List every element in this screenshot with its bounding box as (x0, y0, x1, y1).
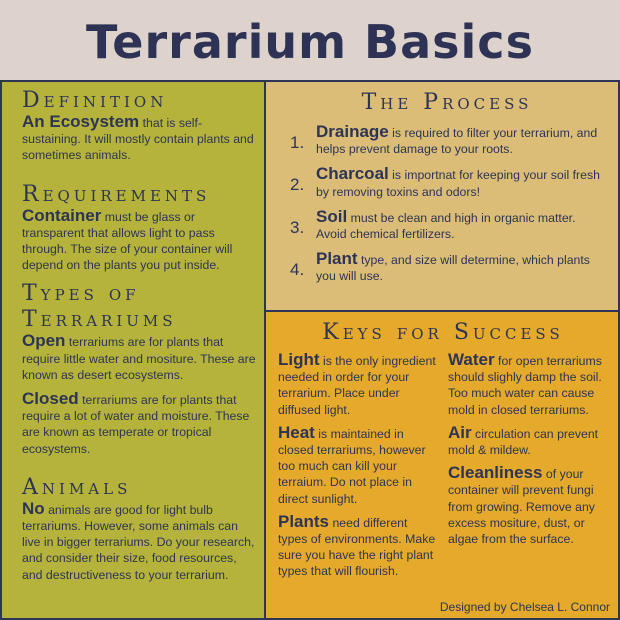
definition-body: that is self-sustaining. It will mostly contain plants and sometimes animals. (22, 116, 254, 163)
key-item (448, 352, 608, 418)
types-body: terrariums are for plants that require little water and mositure. These are known as desert ecosystems. (22, 335, 256, 382)
key-body: circulation can prevent mold & mildew. (448, 426, 599, 458)
key-term: Cleanliness (448, 463, 543, 483)
types-body: terrariums are for plants that require a lot of water and moisture. These are known as temperate or tropical ecosystems. (22, 393, 250, 456)
designer-credit: Designed by Chelsea L. Connor (439, 600, 610, 614)
step-term: Plant (316, 249, 358, 269)
process-step (290, 206, 604, 242)
left-panel (0, 80, 266, 620)
process-step (290, 251, 604, 284)
types-term: Open (22, 331, 66, 351)
key-item (278, 511, 438, 580)
types-item-open (22, 333, 256, 383)
animals-body: animals are good for light bulb terrariums. However, some animals can live in bigger terrariums. Do your research, and consider their size, food resources, and destructiveness to your terrarium. (22, 502, 255, 582)
definition-text (22, 114, 256, 164)
requirements-body: must be glass or transparent that allows light to pass through. The size of your container will depend on the plants you put inside. (22, 209, 233, 273)
keys-heading: Keys for Success (322, 320, 564, 345)
types-term: Closed (22, 389, 79, 409)
step-term: Drainage (316, 122, 389, 141)
definition-term: An Ecosystem (22, 112, 140, 131)
key-term: Heat (278, 422, 315, 442)
step-body: is required to filter your terrarium, and helps prevent damage to your roots. (316, 126, 598, 157)
definition-heading: Definition (22, 88, 168, 113)
key-item (448, 422, 608, 458)
step-number: 4. (290, 260, 305, 280)
step-number: 1. (290, 133, 305, 152)
animals-text (22, 498, 256, 583)
step-body: must be clean and high in organic matter. Avoid chemical fertilizers. (316, 210, 576, 242)
key-item (278, 422, 438, 507)
key-body: for open terrariums should slighly damp the soil. Too much water can cause mold in closed terrariums. (448, 354, 602, 417)
process-heading: The Process (361, 90, 533, 115)
poster-title: Terrarium Basics (0, 0, 620, 82)
animals-heading: Animals (22, 474, 132, 500)
process-panel (264, 80, 620, 312)
requirements-text (22, 205, 256, 274)
keys-right-column (448, 352, 608, 587)
key-item (278, 352, 438, 418)
keys-left-column (278, 352, 438, 587)
key-body: of your container will prevent fungi from growing. Remove any excess mositure, dust, or algae from the surface. (448, 467, 595, 547)
requirements-term: Container (22, 205, 102, 225)
types-heading: Types of Terrariums (22, 281, 177, 333)
requirements-heading: Requirements (22, 181, 211, 207)
step-body: is importnat for keeping your soil fresh by removing toxins and odors! (316, 168, 600, 199)
key-term: Water (448, 350, 495, 369)
key-term: Light (278, 350, 320, 369)
key-body: need different types of environments. Make sure you have the right plant types that will flourish. (278, 515, 436, 579)
key-body: is the only ingredient needed in order for your terrarium. Place under diffused light. (278, 354, 436, 417)
step-term: Charcoal (316, 164, 389, 184)
types-item-closed (22, 391, 256, 457)
step-body: type, and size will determine, which plants you will use. (316, 253, 590, 284)
key-body: is maintained in closed terrariums, however too much can kill your terraium. Do not place in direct sunlight. (278, 426, 426, 506)
key-term: Air (448, 422, 472, 442)
step-number: 2. (290, 175, 305, 195)
key-item (448, 465, 608, 547)
step-number: 3. (290, 217, 305, 237)
keys-panel (264, 310, 620, 620)
animals-term: No (22, 498, 45, 518)
key-term: Plants (278, 511, 330, 531)
process-step (290, 166, 604, 199)
process-step (290, 124, 604, 157)
step-term: Soil (316, 206, 348, 226)
